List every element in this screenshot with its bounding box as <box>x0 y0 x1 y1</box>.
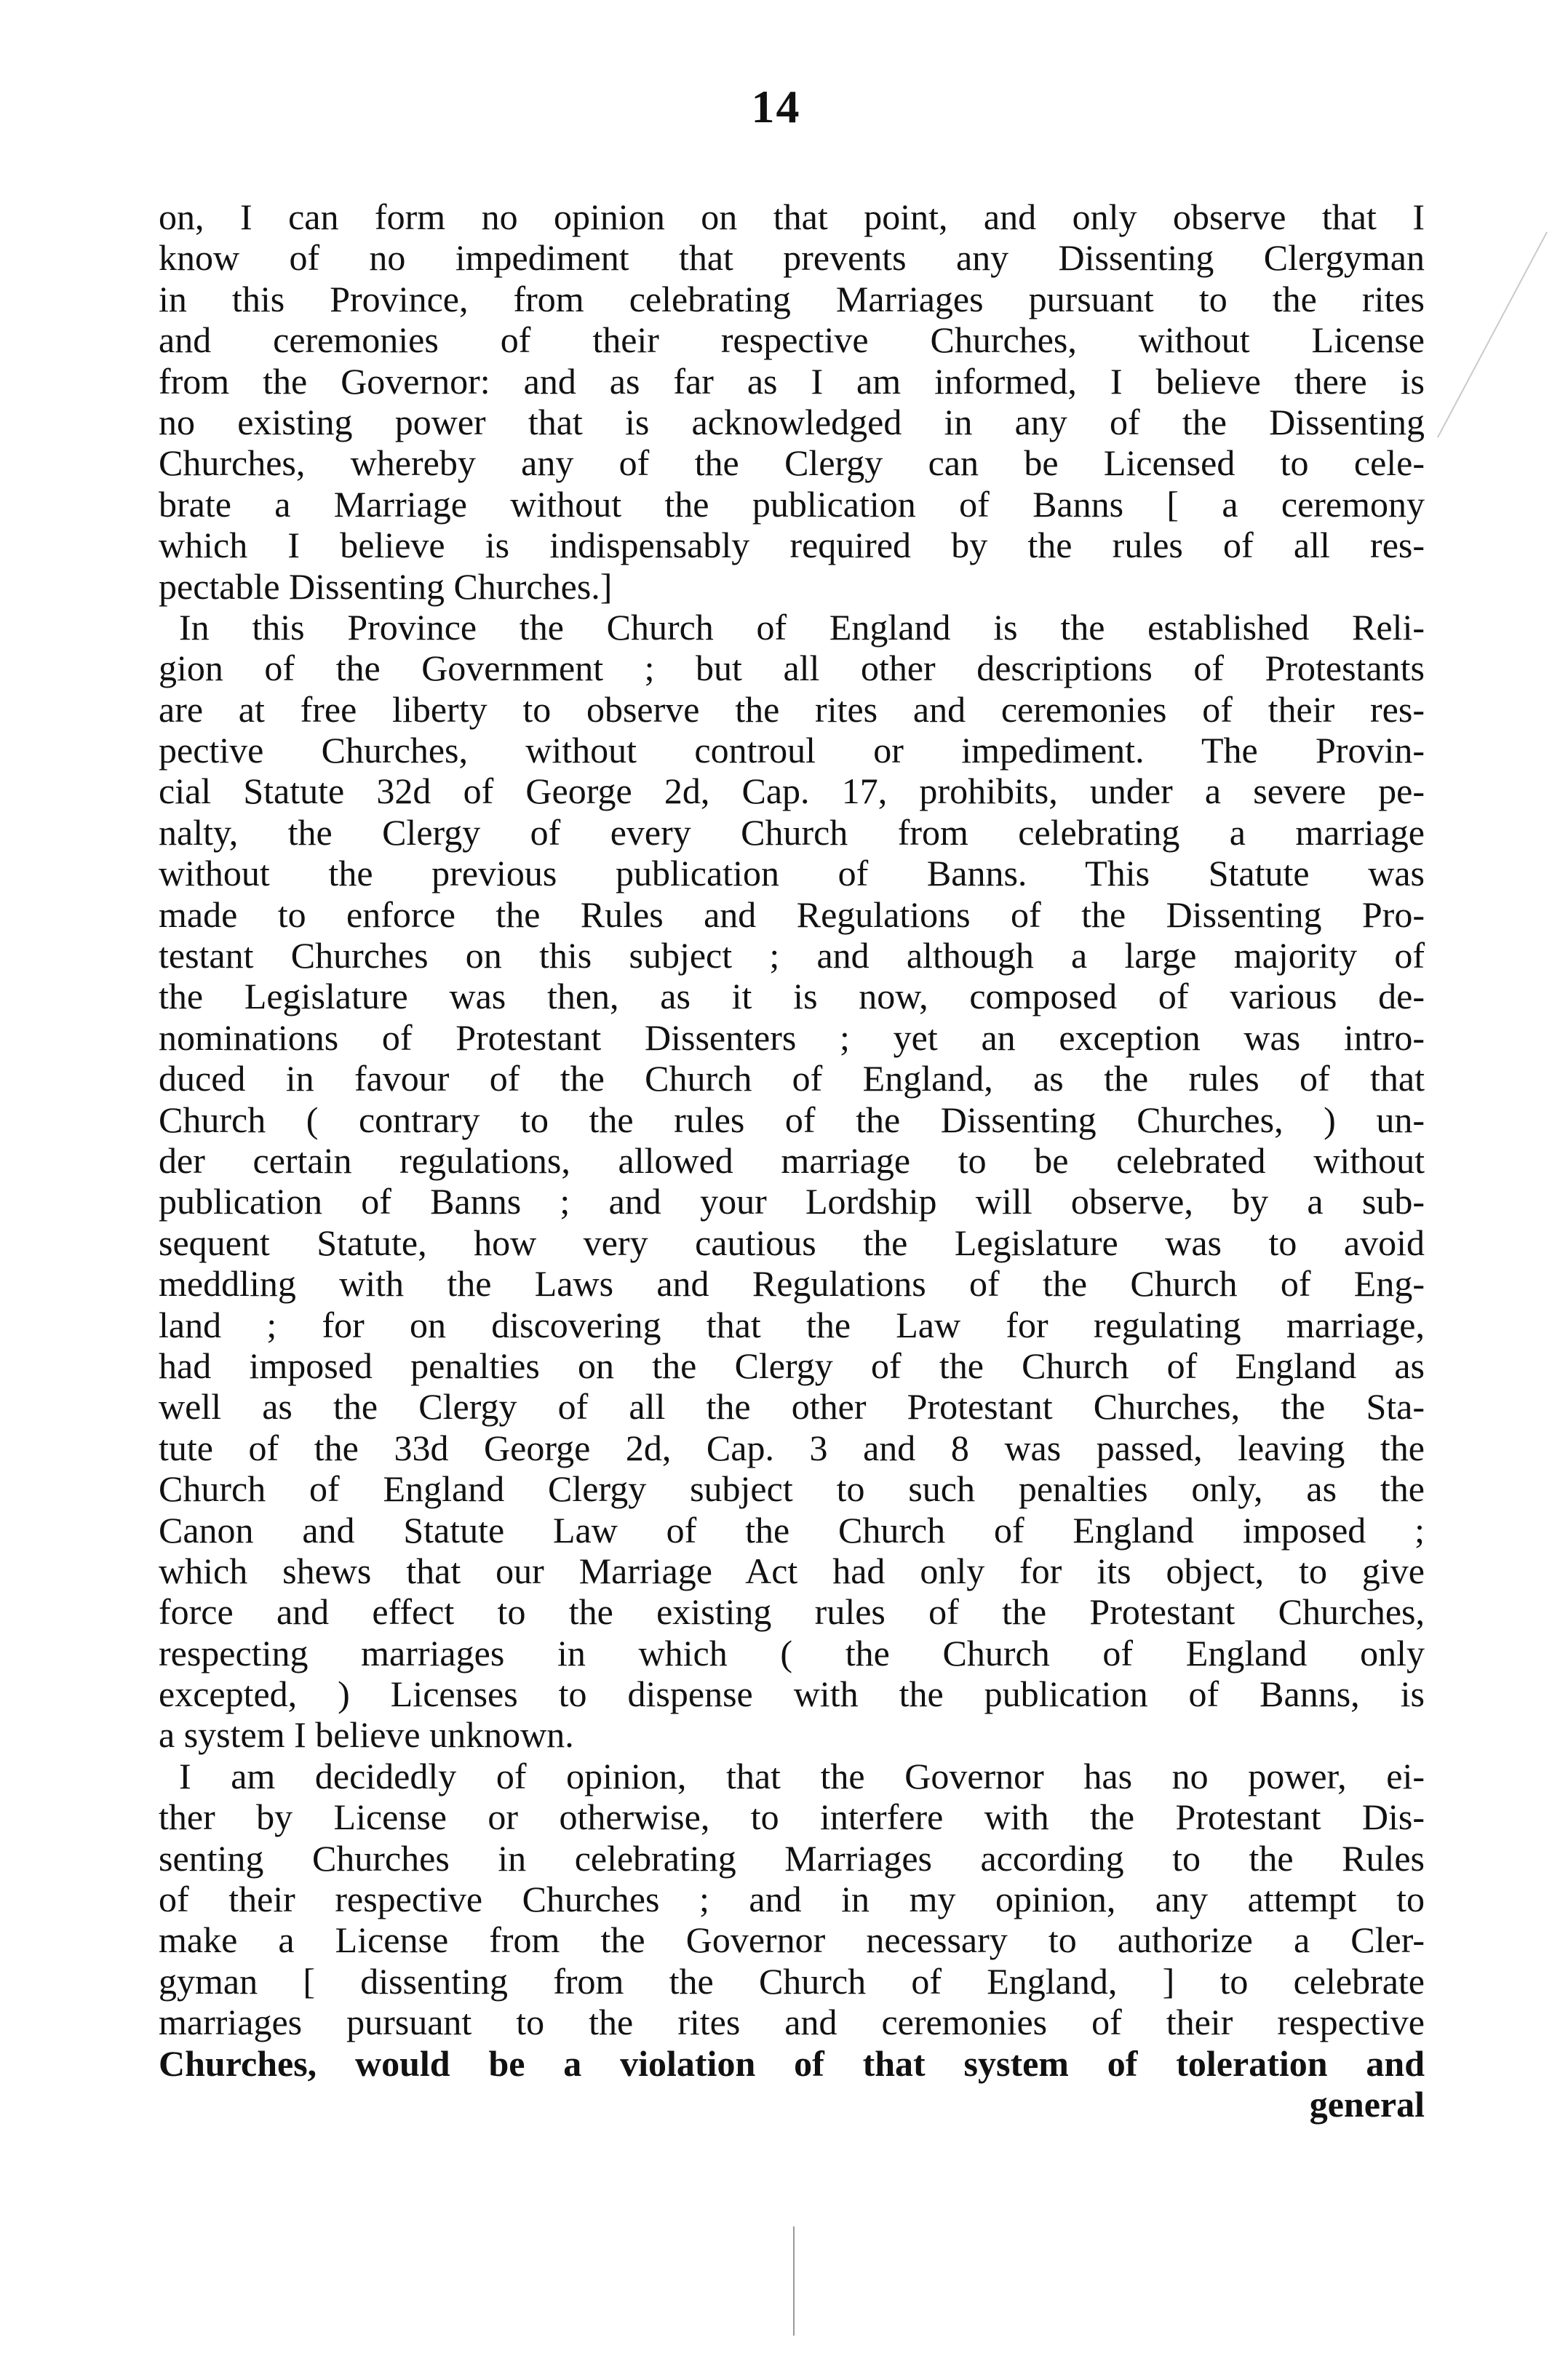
text-line: a system I believe unknown. <box>159 1714 574 1756</box>
text-line: are at free liberty to observe the rites and ceremonies of their res- <box>159 688 1425 730</box>
text-line: without the previous publication of Banns. This Statute was <box>159 853 1425 894</box>
margin-stain <box>1437 231 1548 437</box>
text-line: der certain regulations, allowed marriage to be celebrated without <box>159 1139 1425 1181</box>
text-line: well as the Clergy of all the other Protestant Churches, the Sta- <box>159 1386 1425 1428</box>
text-line: ther by License or otherwise, to interfere with the Protestant Dis- <box>159 1796 1425 1838</box>
text-line: from the Governor: and as far as I am informed, I believe there is <box>159 360 1425 402</box>
text-line: and ceremonies of their respective Churches, without License <box>159 319 1425 361</box>
text-line: pectable Dissenting Churches.] <box>159 565 613 607</box>
text-line: Church ( contrary to the rules of the Dissenting Churches, ) un- <box>159 1099 1425 1140</box>
text-line: nominations of Protestant Dissenters ; yet an exception was intro- <box>159 1016 1425 1058</box>
text-line: gion of the Government ; but all other descriptions of Protestants <box>159 648 1425 689</box>
text-line: senting Churches in celebrating Marriages according to the Rules <box>159 1837 1425 1879</box>
text-line: in this Province, from celebrating Marriages pursuant to the rites <box>159 278 1425 319</box>
text-line: the Legislature was then, as it is now, composed of various de- <box>159 976 1425 1017</box>
body-text <box>159 196 1425 2125</box>
text-line: know of no impediment that prevents any Dissenting Clergyman <box>159 237 1425 279</box>
page-number: 14 <box>751 81 801 132</box>
text-line: made to enforce the Rules and Regulations of the Dissenting Pro- <box>159 894 1425 935</box>
text-line: sequent Statute, how very cautious the Legislature was to avoid <box>159 1222 1425 1263</box>
text-line: gyman [ dissenting from the Church of England, ] to celebrate <box>159 1960 1425 2002</box>
gutter-crease <box>793 2226 795 2336</box>
text-line: In this Province the Church of England is the established Reli- <box>179 606 1425 648</box>
catchword: general <box>1309 2083 1425 2125</box>
text-line: brate a Marriage without the publication of Banns [ a ceremony <box>159 483 1425 525</box>
text-line: land ; for on discovering that the Law for regulating marriage, <box>159 1304 1425 1345</box>
text-line: testant Churches on this subject ; and although a large majority of <box>159 935 1425 976</box>
text-line: which I believe is indispensably required by the rules of all res- <box>159 525 1425 566</box>
text-line: I am decidedly of opinion, that the Governor has no power, ei- <box>179 1755 1425 1796</box>
text-line: cial Statute 32d of George 2d, Cap. 17, prohibits, under a severe pe- <box>159 771 1425 812</box>
text-line: duced in favour of the Church of England, as the rules of that <box>159 1058 1425 1099</box>
text-line: marriages pursuant to the rites and ceremonies of their respective <box>159 2002 1425 2043</box>
text-line: make a License from the Governor necessary to authorize a Cler- <box>159 1919 1425 1961</box>
text-line: tute of the 33d George 2d, Cap. 3 and 8 was passed, leaving the <box>159 1427 1425 1468</box>
text-line: on, I can form no opinion on that point, and only observe that I <box>159 196 1425 237</box>
text-line: excepted, ) Licenses to dispense with the publication of Banns, is <box>159 1673 1425 1715</box>
text-line: force and effect to the existing rules of the Protestant Churches, <box>159 1591 1425 1633</box>
text-line: meddling with the Laws and Regulations of the Church of Eng- <box>159 1263 1425 1305</box>
text-line: Churches, whereby any of the Clergy can be Licensed to cele- <box>159 442 1425 484</box>
text-line: Canon and Statute Law of the Church of England imposed ; <box>159 1509 1425 1551</box>
text-line: Church of England Clergy subject to such penalties only, as the <box>159 1468 1425 1510</box>
text-line: no existing power that is acknowledged in any of the Dissenting <box>159 401 1425 442</box>
text-line: of their respective Churches ; and in my opinion, any attempt to <box>159 1879 1425 1920</box>
text-line: which shews that our Marriage Act had only for its object, to give <box>159 1550 1425 1591</box>
text-line: pective Churches, without controul or impediment. The Provin- <box>159 730 1425 771</box>
text-line: respecting marriages in which ( the Church of England only <box>159 1632 1425 1673</box>
text-line: publication of Banns ; and your Lordship will observe, by a sub- <box>159 1181 1425 1222</box>
text-line: had imposed penalties on the Clergy of the Church of England as <box>159 1345 1425 1386</box>
text-line: Churches, would be a violation of that system of toleration and <box>159 2042 1425 2084</box>
text-line: nalty, the Clergy of every Church from celebrating a marriage <box>159 811 1425 853</box>
